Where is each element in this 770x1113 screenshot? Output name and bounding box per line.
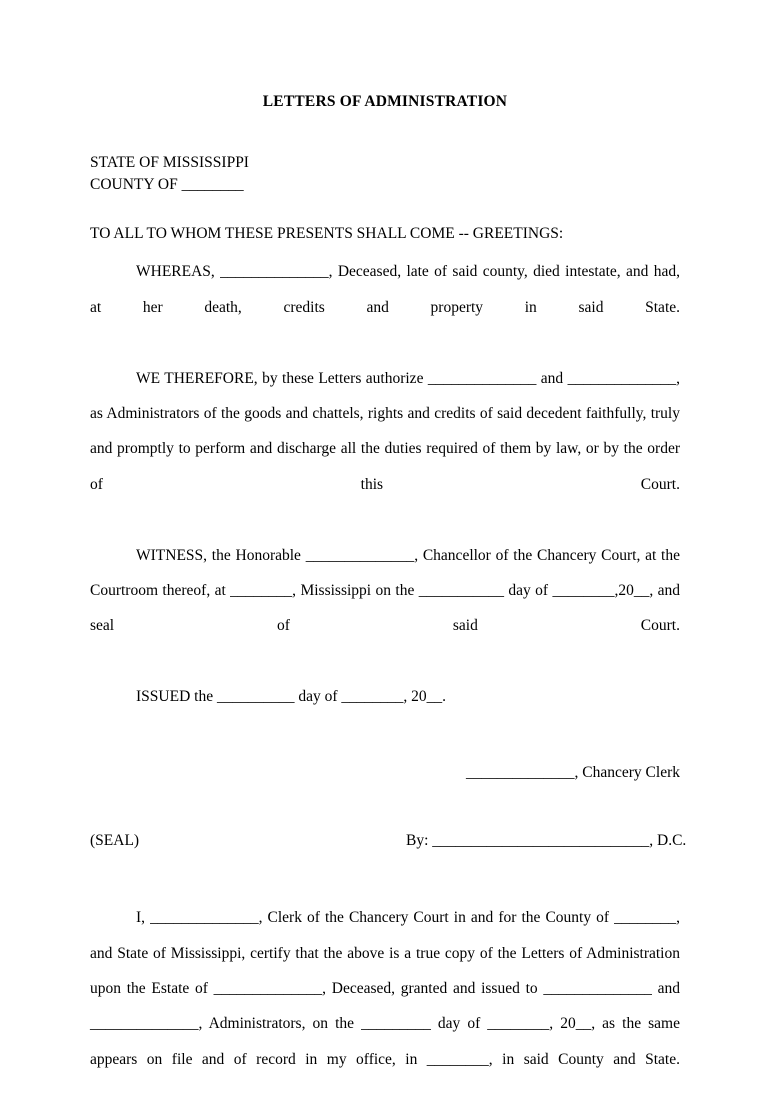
page-title: LETTERS OF ADMINISTRATION (262, 93, 508, 110)
paragraph-issued: ISSUED the __________ day of ________, 20__. (136, 688, 446, 706)
deputy-clerk-signature-line: By: ____________________________, D.C. (406, 832, 687, 850)
county-line: COUNTY OF ________ (90, 175, 244, 193)
jurisdiction-block (90, 152, 680, 196)
paragraph-witness: WITNESS, the Honorable ______________, Chancellor of the Chancery Court, at the Courtroom thereof, at ________, Mississippi on the ___________ day of ________,20__, and seal of said Court. (90, 546, 680, 635)
paragraph-certification: I, ______________, Clerk of the Chancery Court in and for the County of ________, and State of Mississippi, certify that the above is a true copy of the Letters of Administration upon the Estate of ______________, Deceased, granted and issued to ______________ and ______________, Administrators, on the _________ day of ________, 20__, as the same appears on file and of record in my office, in ________, in said County and State. (90, 909, 680, 1068)
greeting-line: TO ALL TO WHOM THESE PRESENTS SHALL COME -- GREETINGS: (90, 224, 564, 242)
paragraph-we-therefore: WE THEREFORE, by these Letters authorize ______________ and ______________, as Administrators of the goods and chattels, rights and credits of said decedent faithfully, truly and promptly to perform and discharge all the duties required of them by law, or by the order of this Court. (90, 369, 680, 493)
chancery-clerk-signature-line: ______________, Chancery Clerk (466, 763, 680, 781)
certification-spacer (90, 852, 680, 900)
paragraph-whereas: WHEREAS, ______________, Deceased, late of said county, died intestate, and had, at her death, credits and property in said State. (90, 263, 680, 316)
seal-label: (SEAL) (90, 832, 140, 850)
seal-and-deputy-row (90, 830, 687, 852)
state-line: STATE OF MISSISSIPPI (90, 153, 249, 171)
